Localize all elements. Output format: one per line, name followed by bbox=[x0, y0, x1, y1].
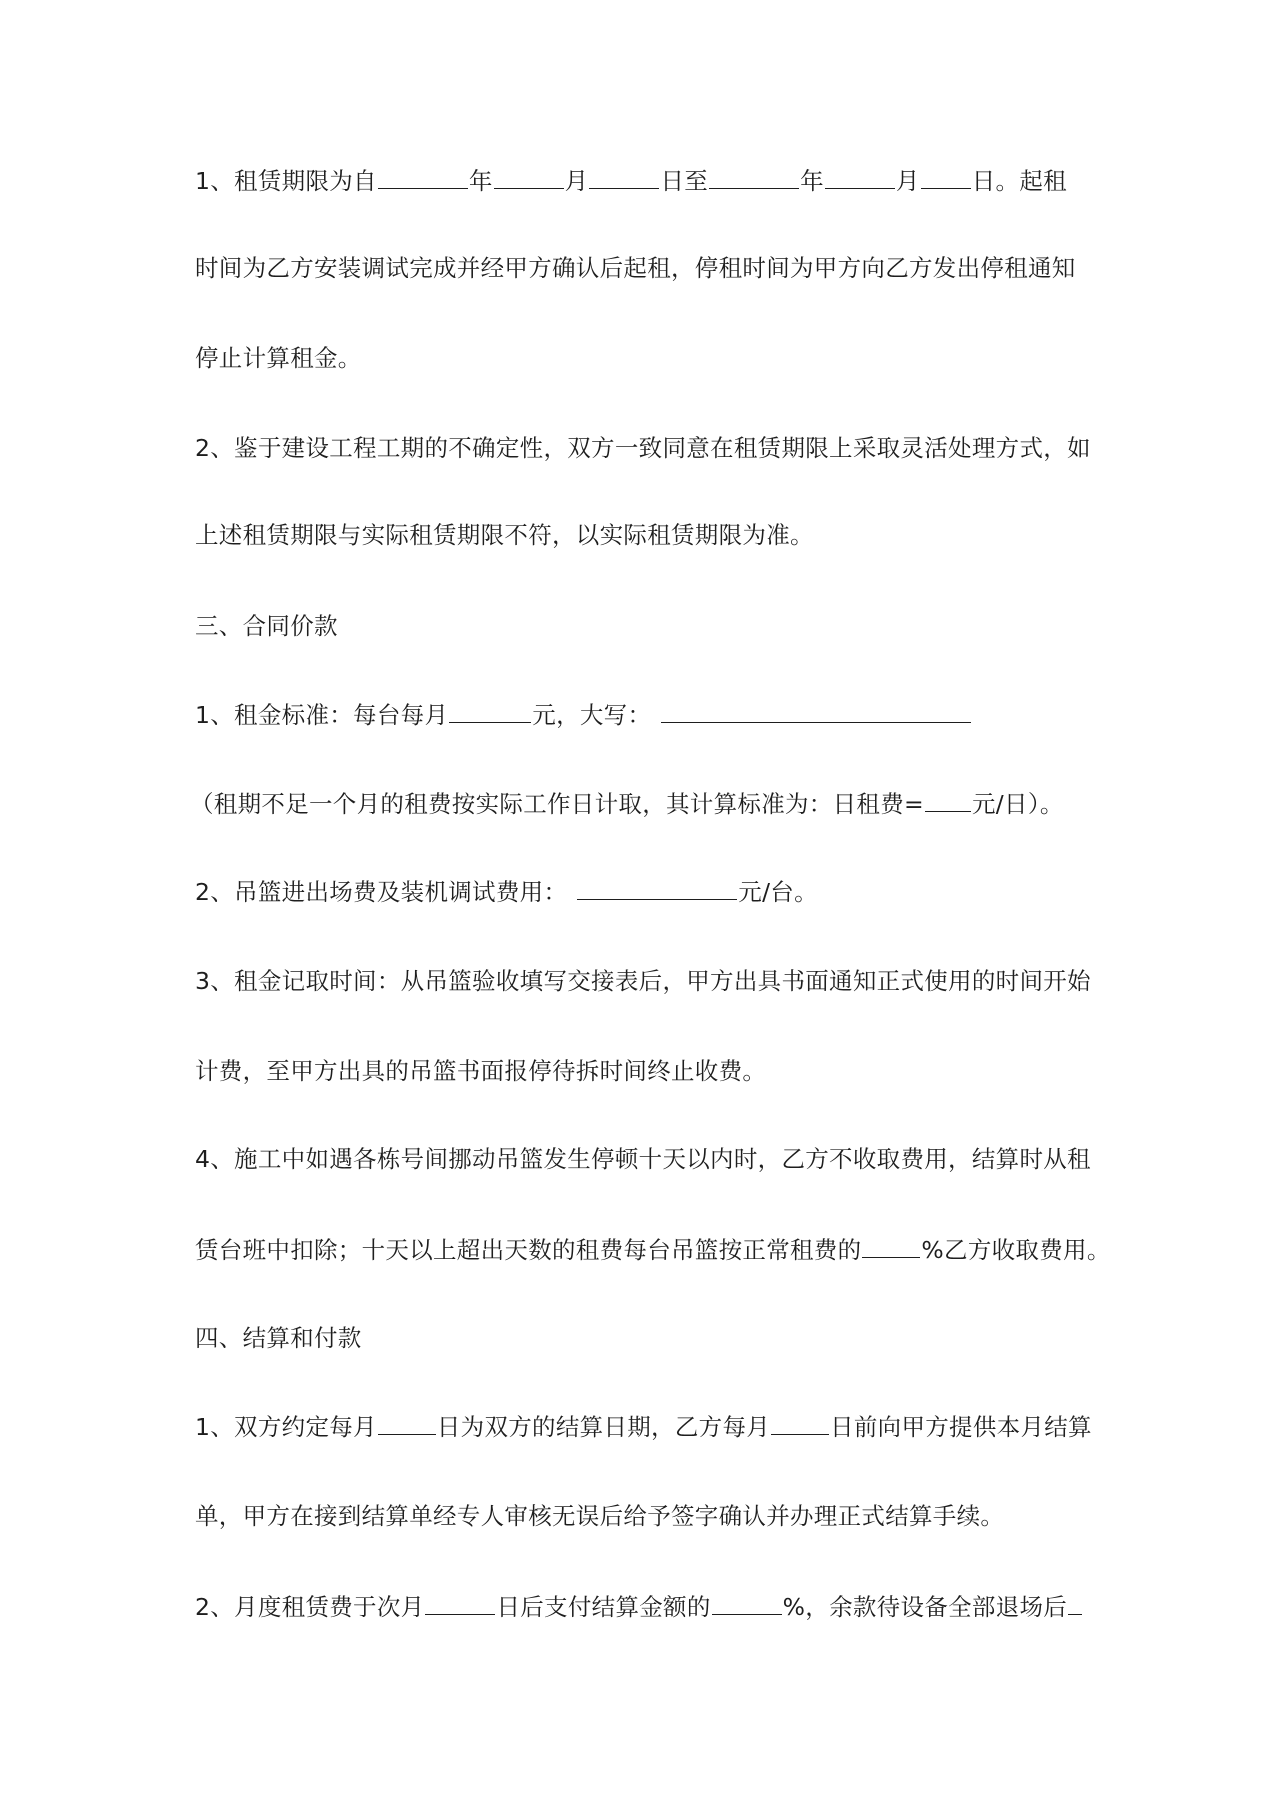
paragraph-line: 3、租金记取时间：从吊篮验收填写交接表后，甲方出具书面通知正式使用的时间开始 bbox=[195, 967, 1091, 995]
text: %，余款待设备全部退场后 bbox=[782, 1593, 1068, 1621]
text: 年 bbox=[468, 167, 493, 195]
clause-daily-rent bbox=[190, 781, 1064, 825]
blank-trailing[interactable] bbox=[1068, 1584, 1082, 1615]
text: 元/台。 bbox=[738, 878, 818, 906]
blank-payment-percentage[interactable] bbox=[712, 1584, 782, 1615]
paragraph-line: 停止计算租金。 bbox=[195, 344, 362, 372]
clause-suspension-fee bbox=[195, 1227, 1111, 1271]
blank-statement-day[interactable] bbox=[771, 1404, 829, 1435]
clause-lease-term-dates bbox=[195, 158, 1067, 202]
text: （租期不足一个月的租费按实际工作日计取，其计算标准为：日租费= bbox=[190, 790, 924, 818]
blank-end-day[interactable] bbox=[921, 158, 971, 189]
blank-end-month[interactable] bbox=[825, 158, 895, 189]
blank-monthly-rent[interactable] bbox=[449, 692, 531, 723]
paragraph-line: 单，甲方在接到结算单经专人审核无误后给予签字确认并办理正式结算手续。 bbox=[195, 1502, 1005, 1530]
paragraph-line: 4、施工中如遇各栋号间挪动吊篮发生停顿十天以内时，乙方不收取费用，结算时从租 bbox=[195, 1145, 1091, 1173]
text: 日为双方的结算日期，乙方每月 bbox=[436, 1413, 771, 1441]
clause-rent-standard bbox=[195, 692, 972, 736]
blank-payment-day[interactable] bbox=[425, 1584, 495, 1615]
text: 月 bbox=[895, 167, 920, 195]
blank-amount-in-words[interactable] bbox=[661, 692, 971, 723]
blank-start-month[interactable] bbox=[494, 158, 564, 189]
text: 1、双方约定每月 bbox=[195, 1413, 377, 1441]
text: 元，大写： bbox=[532, 701, 652, 729]
blank-start-year[interactable] bbox=[378, 158, 468, 189]
text: 元/日）。 bbox=[972, 790, 1064, 818]
text: 日前向甲方提供本月结算 bbox=[830, 1413, 1092, 1441]
text: 日。起租 bbox=[971, 167, 1067, 195]
text: 月 bbox=[564, 167, 589, 195]
text: 1、租金标准：每台每月 bbox=[195, 701, 449, 729]
blank-start-day[interactable] bbox=[589, 158, 659, 189]
paragraph-line: 2、鉴于建设工程工期的不确定性，双方一致同意在租赁期限上采取灵活处理方式，如 bbox=[195, 434, 1091, 462]
text: 年 bbox=[800, 167, 824, 195]
blank-percentage[interactable] bbox=[862, 1227, 920, 1258]
paragraph-line: 时间为乙方安装调试完成并经甲方确认后起租，停租时间为甲方向乙方发出停租通知 bbox=[195, 254, 1076, 282]
clause-monthly-payment bbox=[195, 1584, 1083, 1628]
text: 2、月度租赁费于次月 bbox=[195, 1593, 425, 1621]
clause-entry-fee bbox=[195, 869, 818, 913]
text: 1、租赁期限为自 bbox=[195, 167, 377, 195]
text: 赁台班中扣除；十天以上超出天数的租费每台吊篮按正常租费的 bbox=[195, 1236, 862, 1264]
text: 日至 bbox=[660, 167, 709, 195]
section-heading: 四、结算和付款 bbox=[195, 1324, 362, 1352]
paragraph-line: 上述租赁期限与实际租赁期限不符，以实际租赁期限为准。 bbox=[195, 521, 814, 549]
text: 2、吊篮进出场费及装机调试费用： bbox=[195, 878, 568, 906]
blank-daily-rent[interactable] bbox=[925, 781, 971, 812]
blank-end-year[interactable] bbox=[709, 158, 799, 189]
section-heading: 三、合同价款 bbox=[195, 612, 338, 640]
text: %乙方收取费用。 bbox=[921, 1236, 1111, 1264]
text: 日后支付结算金额的 bbox=[496, 1593, 711, 1621]
blank-settlement-day[interactable] bbox=[378, 1404, 436, 1435]
paragraph-line: 计费，至甲方出具的吊篮书面报停待拆时间终止收费。 bbox=[195, 1057, 767, 1085]
clause-settlement-date bbox=[195, 1404, 1092, 1448]
blank-entry-fee[interactable] bbox=[577, 869, 737, 900]
